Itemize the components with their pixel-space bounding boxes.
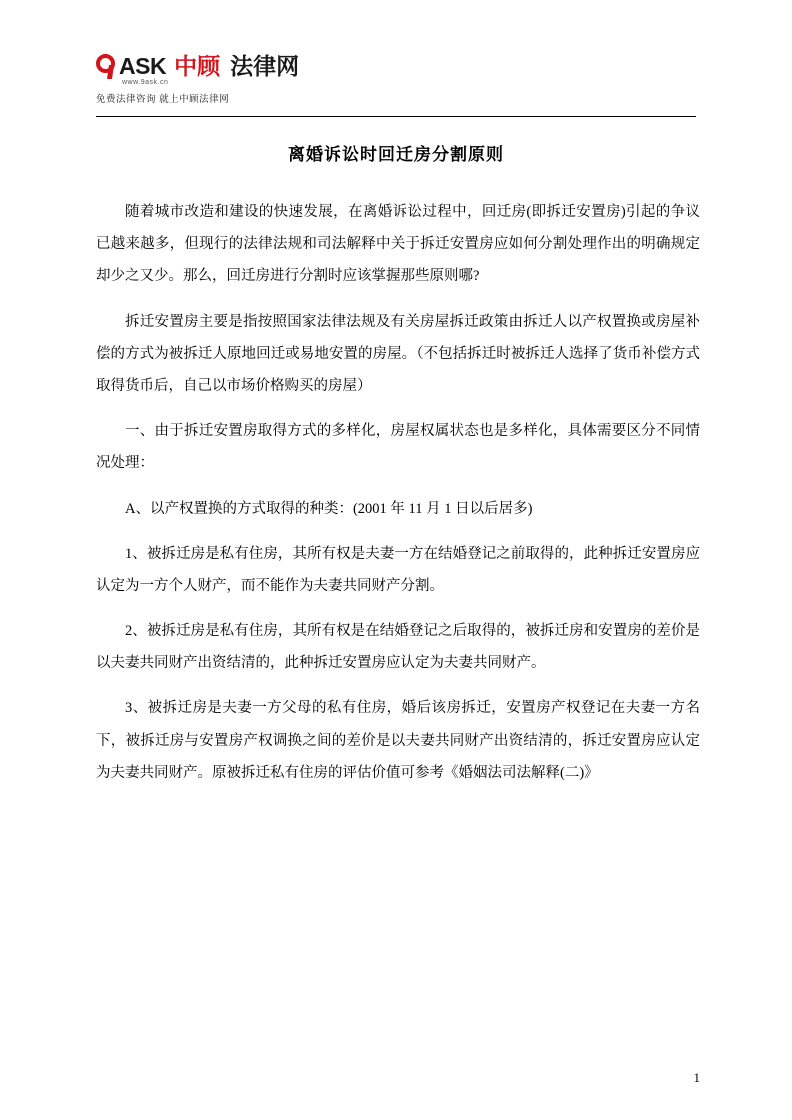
document-body	[96, 196, 700, 802]
logo-url: www.9ask.cn	[122, 79, 169, 86]
logo-slogan: 免费法律咨询 就上中顾法律网	[96, 94, 230, 105]
paragraph: 随着城市改造和建设的快速发展，在离婚诉讼过程中，回迁房(即拆迁安置房)引起的争议已越来越多，但现行的法律法规和司法解释中关于拆迁安置房应如何分割处理作出的明确规定却少之又少。那么，回迁房进行分割时应该掌握那些原则哪?	[96, 204, 700, 285]
page-number: 1	[693, 1070, 700, 1085]
paragraph: 1、被拆迁房是私有住房，其所有权是夫妻一方在结婚登记之前取得的，此种拆迁安置房应认定为一方个人财产，而不能作为夫妻共同财产分割。	[96, 545, 700, 594]
page-title: 离婚诉讼时回迁房分割原则	[288, 145, 504, 164]
paragraph: 拆迁安置房主要是指按照国家法律法规及有关房屋拆迁政策由拆迁人以产权置换或房屋补偿的方式为被拆迁人原地回迁或易地安置的房屋。（不包括拆迁时被拆迁人选择了货币补偿方式取得货币后，自己以市场价格购买的房屋）	[96, 313, 700, 394]
logo-row	[96, 52, 696, 78]
logo-ask-text: ASK	[119, 53, 167, 79]
site-logo-header	[96, 52, 696, 105]
paragraph: A、以产权置换的方式取得的种类：(2001 年 11 月 1 日以后居多)	[125, 500, 533, 517]
paragraph: 一、由于拆迁安置房取得方式的多样化，房屋权属状态也是多样化，具体需要区分不同情况处理：	[96, 423, 700, 472]
q-logo-icon	[96, 52, 118, 78]
header-divider	[96, 116, 696, 117]
paragraph: 3、被拆迁房是夫妻一方父母的私有住房，婚后该房拆迁，安置房产权登记在夫妻一方名下，被拆迁房与安置房产权调换之间的差价是以夫妻共同财产出资结清的，拆迁安置房应认定为夫妻共同财产。原被拆迁私有住房的评估价值可参考《婚姻法司法解释(二)》	[96, 700, 700, 781]
paragraph: 2、被拆迁房是私有住房，其所有权是在结婚登记之后取得的，被拆迁房和安置房的差价是以夫妻共同财产出资结清的，此种拆迁安置房应认定为夫妻共同财产。	[96, 623, 700, 672]
logo-brand-cn: 中顾	[174, 54, 221, 79]
logo-brand-suffix: 法律网	[230, 54, 300, 79]
